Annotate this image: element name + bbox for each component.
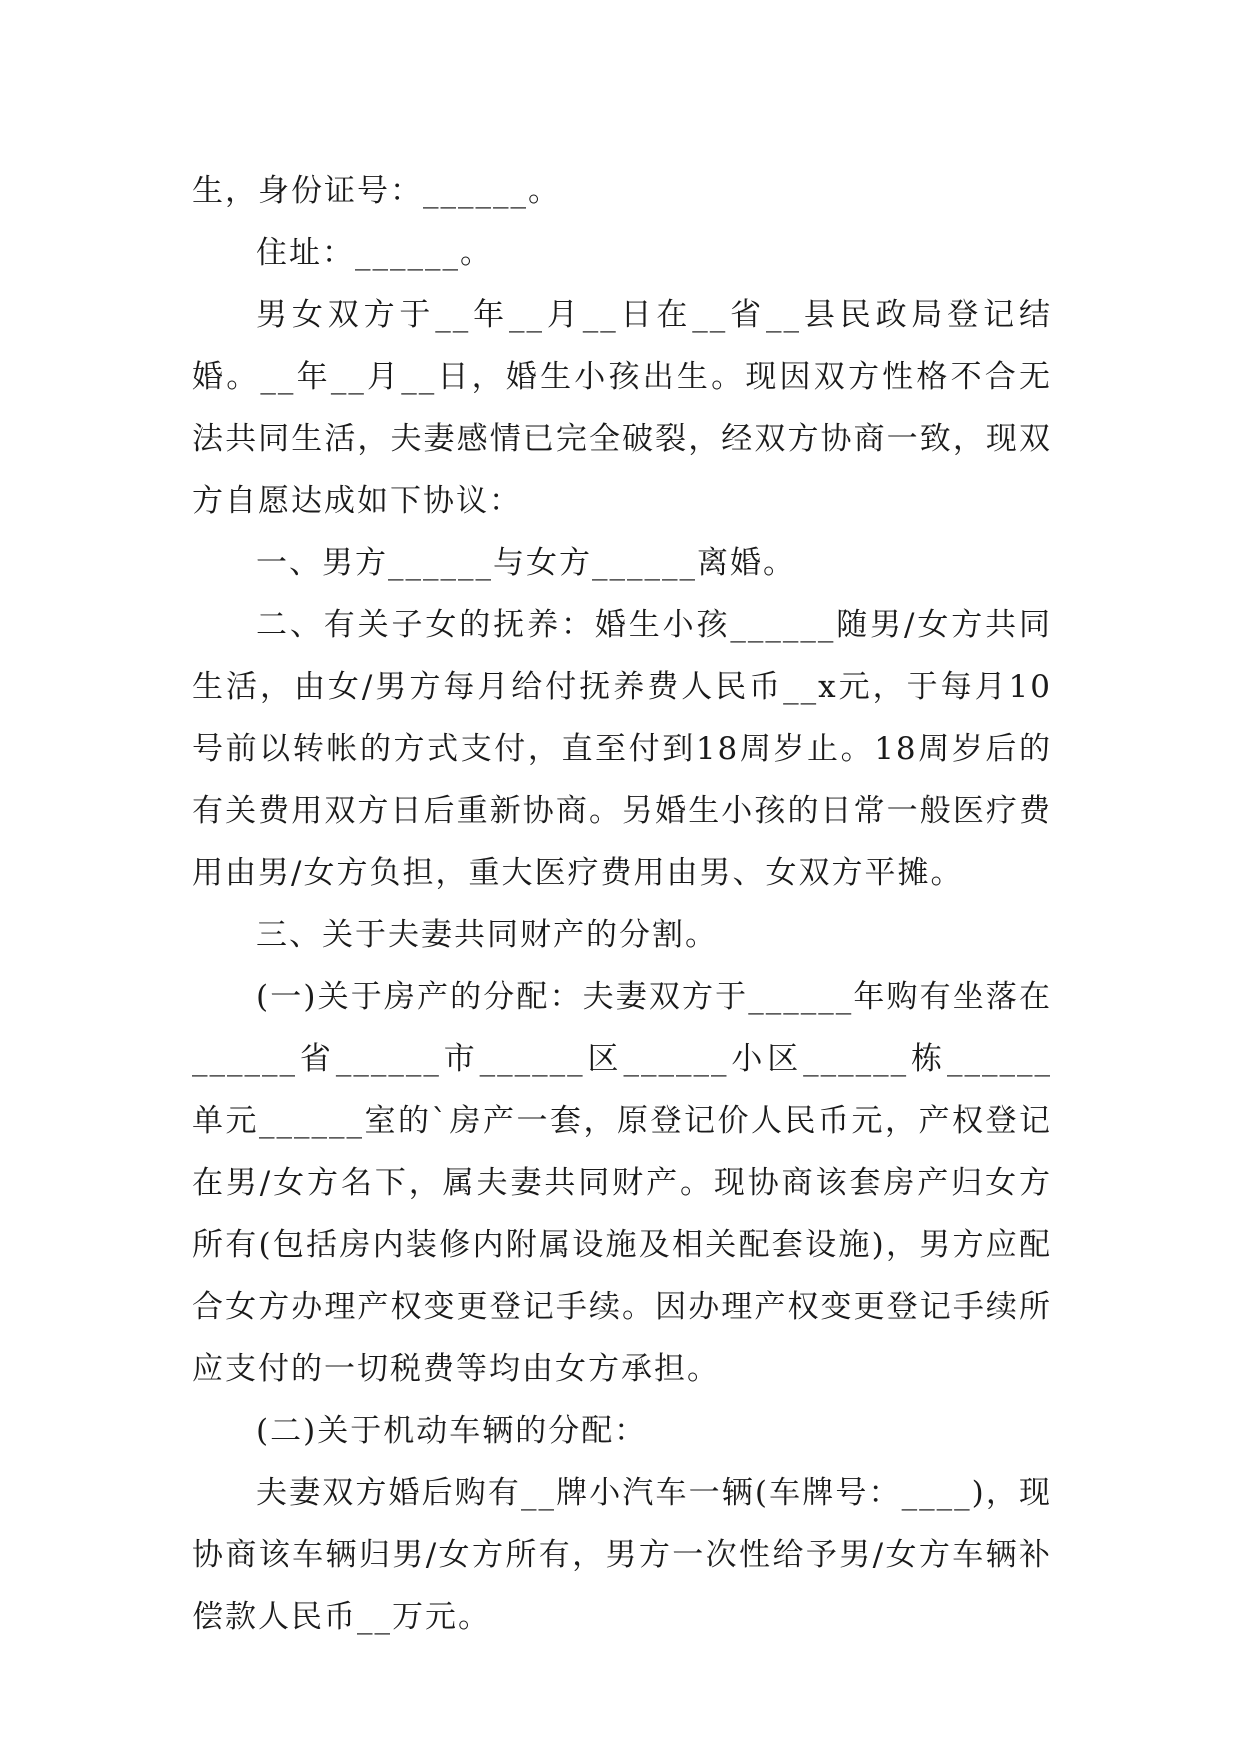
paragraph-marriage-info: 男女双方于__年__月__日在__省__县民政局登记结婚。__年__月__日，婚生小孩出生。现因双方性格不合无法共同生活，夫妻感情已完全破裂，经双方协商一致，现双方自愿达成如下协议：: [192, 297, 1052, 519]
paragraph-clause-child-support: 二、有关子女的抚养：婚生小孩______随男/女方共同生活，由女/男方每月给付抚养费人民币__x元，于每月10号前以转帐的方式支付，直至付到18周岁止。18周岁后的有关费用双方日后重新协商。另婚生小孩的日常一般医疗费用由男/女方负担，重大医疗费用由男、女双方平摊。: [192, 607, 1052, 891]
paragraph-id-number: 生，身份证号：______。: [192, 173, 561, 209]
paragraph-address: 住址：______。: [256, 235, 493, 271]
paragraph-house-allocation: (一)关于房产的分配：夫妻双方于______年购有坐落在______省______市______区______小区______栋______单元______室的`房产一套，原登记价人民币元，产权登记在男/女方名下，属夫妻共同财产。现协商该套房产归女方所有(包括房内装修内附属设施及相关配套设施)，男方应配合女方办理产权变更登记手续。因办理产权变更登记手续所应支付的一切税费等均由女方承担。: [192, 979, 1052, 1387]
document-body: [192, 160, 1052, 1648]
paragraph-clause-property: 三、关于夫妻共同财产的分割。: [256, 917, 718, 953]
paragraph-vehicle-allocation: 夫妻双方婚后购有__牌小汽车一辆(车牌号：____)，现协商该车辆归男/女方所有，男方一次性给予男/女方车辆补偿款人民币__万元。: [192, 1475, 1052, 1635]
paragraph-clause-divorce: 一、男方______与女方______离婚。: [256, 545, 796, 581]
paragraph-vehicle-heading: (二)关于机动车辆的分配：: [256, 1413, 648, 1449]
